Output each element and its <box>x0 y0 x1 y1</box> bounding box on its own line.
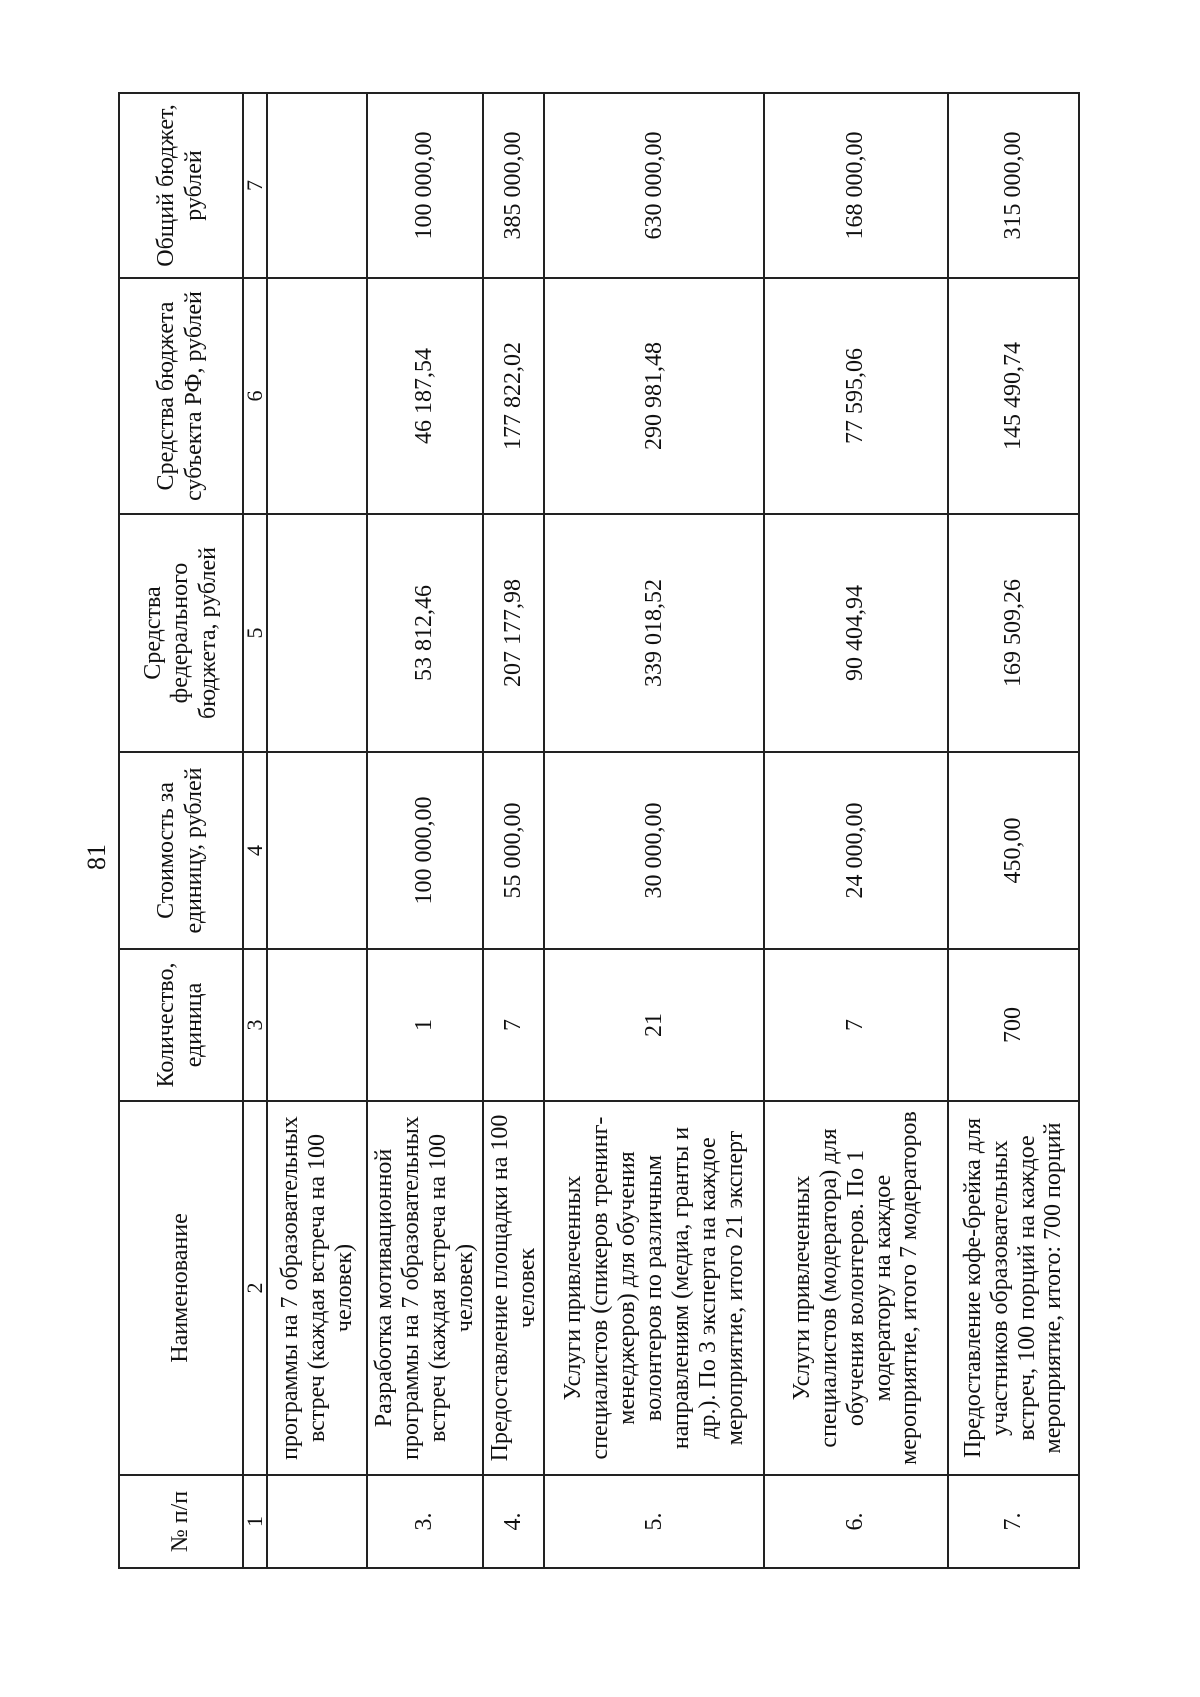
row-quantity: 21 <box>544 949 764 1101</box>
column-index: 6 <box>243 278 267 514</box>
row-total <box>267 93 367 278</box>
table-row <box>483 93 544 1568</box>
row-name: программы на 7 образовательных встреч (каждая встреча на 100 человек) <box>267 1101 367 1475</box>
row-number: 6. <box>764 1475 948 1568</box>
row-unit-cost <box>267 752 367 949</box>
row-unit-cost: 100 000,00 <box>367 752 483 949</box>
row-federal: 53 812,46 <box>367 514 483 752</box>
header-unit-cost: Стоимость за единицу, рублей <box>119 752 243 949</box>
row-quantity: 700 <box>948 949 1079 1101</box>
row-unit-cost: 450,00 <box>948 752 1079 949</box>
row-number: 3. <box>367 1475 483 1568</box>
row-total: 385 000,00 <box>483 93 544 278</box>
row-federal <box>267 514 367 752</box>
header-federal: Средства федерального бюджета, рублей <box>119 514 243 752</box>
row-federal: 169 509,26 <box>948 514 1079 752</box>
column-index: 1 <box>243 1475 267 1568</box>
row-regional: 290 981,48 <box>544 278 764 514</box>
column-index: 5 <box>243 514 267 752</box>
row-quantity: 1 <box>367 949 483 1101</box>
table-row <box>764 93 948 1568</box>
header-total: Общий бюджет, рублей <box>119 93 243 278</box>
row-regional: 46 187,54 <box>367 278 483 514</box>
row-name: Предоставление кофе-брейка для участников образовательных встреч, 100 порций на каждое мероприятие, итого: 700 порций <box>948 1101 1079 1475</box>
header-name: Наименование <box>119 1101 243 1475</box>
row-number: 7. <box>948 1475 1079 1568</box>
table-row <box>544 93 764 1568</box>
row-name: Услуги привлеченных специалистов (модератора) для обучения волонтеров. По 1 модератору на каждое мероприятие, итого 7 модераторов <box>764 1101 948 1475</box>
row-quantity: 7 <box>764 949 948 1101</box>
row-name: Предоставление площадки на 100 человек <box>483 1101 544 1475</box>
column-index: 2 <box>243 1101 267 1475</box>
table-row <box>267 93 367 1568</box>
row-total: 630 000,00 <box>544 93 764 278</box>
row-federal: 207 177,98 <box>483 514 544 752</box>
header-row <box>119 93 243 1568</box>
row-name: Услуги привлеченных специалистов (спикеров тренинг-менеджеров) для обучения волонтеров по различным направлениям (медиа, гранты и др.). По 3 эксперта на каждое мероприятие, итого 21 эксперт <box>544 1101 764 1475</box>
column-index-row <box>243 93 267 1568</box>
header-regional: Средства бюджета субъекта РФ, рублей <box>119 278 243 514</box>
table-row <box>367 93 483 1568</box>
budget-table <box>118 92 1080 1569</box>
header-quantity: Количество, единица <box>119 949 243 1101</box>
column-index: 3 <box>243 949 267 1101</box>
row-regional: 177 822,02 <box>483 278 544 514</box>
row-quantity <box>267 949 367 1101</box>
row-unit-cost: 24 000,00 <box>764 752 948 949</box>
header-number: № п/п <box>119 1475 243 1568</box>
row-number <box>267 1475 367 1568</box>
row-total: 315 000,00 <box>948 93 1079 278</box>
row-total: 168 000,00 <box>764 93 948 278</box>
row-total: 100 000,00 <box>367 93 483 278</box>
row-unit-cost: 30 000,00 <box>544 752 764 949</box>
row-number: 4. <box>483 1475 544 1568</box>
row-federal: 339 018,52 <box>544 514 764 752</box>
row-regional: 77 595,06 <box>764 278 948 514</box>
row-regional <box>267 278 367 514</box>
row-unit-cost: 55 000,00 <box>483 752 544 949</box>
column-index: 7 <box>243 93 267 278</box>
row-regional: 145 490,74 <box>948 278 1079 514</box>
row-name: Разработка мотивационной программы на 7 образовательных встреч (каждая встреча на 100 человек) <box>367 1101 483 1475</box>
page-number: 81 <box>82 844 111 870</box>
column-index: 4 <box>243 752 267 949</box>
row-number: 5. <box>544 1475 764 1568</box>
row-federal: 90 404,94 <box>764 514 948 752</box>
row-quantity: 7 <box>483 949 544 1101</box>
table-row <box>948 93 1079 1568</box>
